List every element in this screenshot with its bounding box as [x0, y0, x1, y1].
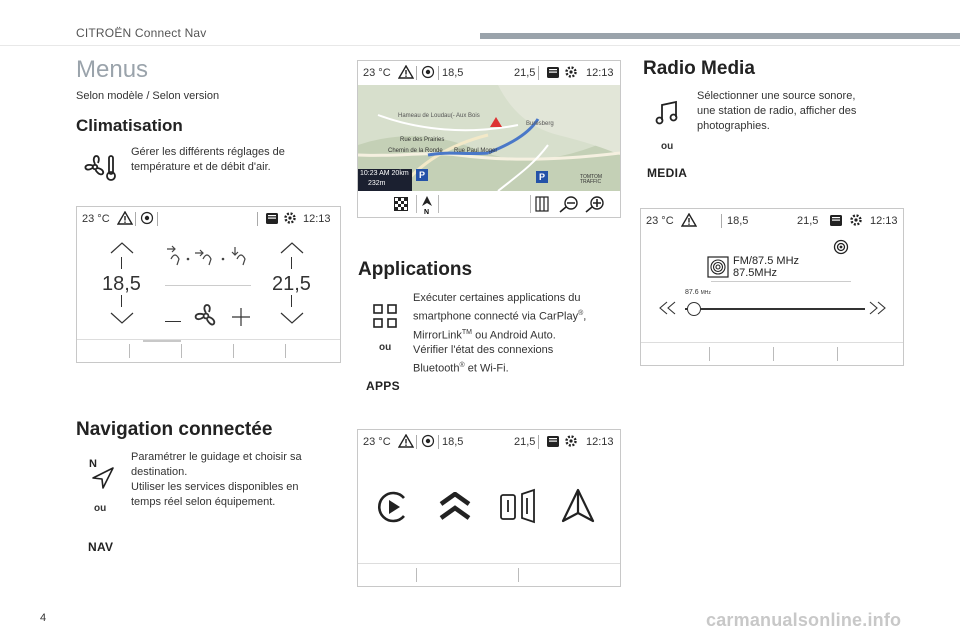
navigation-screen	[357, 60, 621, 218]
android-auto-icon[interactable]	[560, 488, 596, 524]
status-bar: 23 °C 18,5 21,5 12:13	[363, 67, 614, 79]
svg-text:N: N	[424, 209, 430, 215]
applications-description: Exécuter certaines applications du smartphone connecté via CarPlay®, MirrorLink™ ou Android Auto. Vérifier l'état des connexions Bluetooth® et Wi-Fi.	[413, 292, 587, 375]
right-temp-value: 21,5	[272, 273, 311, 295]
station-icon	[707, 256, 729, 278]
warning-icon	[398, 65, 414, 79]
right-temp-down-icon[interactable]	[277, 311, 307, 325]
frequency-slider[interactable]	[685, 308, 865, 310]
settings-icon	[564, 434, 578, 448]
right-temp-up-icon[interactable]	[277, 241, 307, 255]
music-note-icon	[654, 100, 680, 126]
status-bar: 23 °C 18,5 21,5 12:13	[646, 215, 898, 227]
traffic-logo: TOMTOM TRAFFIC	[580, 174, 603, 185]
page-subtitle: Selon modèle / Selon version	[76, 90, 220, 102]
left-temp-down-icon[interactable]	[107, 311, 137, 325]
nav-mode-label: NAV	[88, 540, 114, 554]
radio-title: Radio Media	[643, 58, 755, 79]
seek-back-icon[interactable]	[657, 301, 679, 315]
phone-icon	[265, 212, 279, 225]
frequency-readout: 87.6 MHz	[685, 289, 711, 296]
header-bar	[480, 33, 960, 39]
zoom-in-icon[interactable]	[584, 195, 606, 213]
radio-screen	[640, 208, 904, 366]
map-view[interactable]: Hameau de Loudau(- Aux Bois Buresberg Rue des Prairies Chemin de la Ronde Rue Paul Moger P P 10:23 AM 20km 232m TOMTOM TRAFFIC	[358, 85, 620, 191]
status-bar	[77, 207, 340, 231]
page-title: Menus	[76, 56, 149, 83]
connection-icon	[421, 65, 435, 79]
north-arrow-icon[interactable]	[420, 195, 434, 215]
clock: 12:13	[303, 213, 331, 225]
radio-description: Sélectionner une source sonore, une station de radio, afficher des photographies.	[697, 90, 857, 132]
apps-or-label: ou	[379, 342, 392, 353]
phone-icon	[546, 66, 560, 79]
station-name: FM/87.5 MHz 87.5MHz	[733, 255, 800, 279]
warning-icon	[398, 434, 414, 448]
warning-icon	[681, 213, 697, 227]
guidance-panel: 10:23 AM 20km 232m	[358, 169, 412, 191]
warning-icon	[117, 211, 133, 225]
navigation-title: Navigation connectée	[76, 419, 273, 440]
brand-header: CITROËN Connect Nav	[76, 26, 207, 40]
map-layers-icon[interactable]	[534, 195, 550, 213]
parking-icon: P	[416, 169, 428, 181]
carplay-icon[interactable]	[376, 490, 410, 524]
air-distribution-icons[interactable]	[165, 245, 255, 269]
zoom-out-icon[interactable]	[558, 195, 580, 213]
radio-or-label: ou	[661, 141, 674, 152]
radio-mode-label: MEDIA	[647, 166, 688, 180]
left-temp-value: 18,5	[102, 273, 141, 295]
apps-mode-label: APPS	[366, 379, 400, 393]
settings-icon	[564, 65, 578, 79]
phone-icon	[546, 435, 560, 448]
citroen-apps-icon[interactable]	[438, 492, 472, 522]
phone-icon	[829, 214, 843, 227]
mirrorlink-icon[interactable]	[498, 488, 538, 524]
climate-title: Climatisation	[76, 116, 183, 135]
destination-flag-icon[interactable]	[394, 197, 408, 211]
navigation-description: Paramétrer le guidage et choisir sa destination. Utiliser les services disponibles en temps réel selon équipement.	[131, 451, 302, 508]
fan-speed-icon	[191, 301, 221, 331]
frequency-slider-knob[interactable]	[687, 302, 701, 316]
map-toolbar	[358, 191, 620, 217]
climate-description: Gérer les différents réglages de température et de débit d'air.	[131, 146, 285, 173]
settings-icon	[283, 211, 297, 225]
connection-icon	[421, 434, 435, 448]
climate-fan-icon	[80, 150, 120, 184]
fan-plus-icon[interactable]	[231, 307, 251, 327]
fan-minus-icon[interactable]	[165, 321, 181, 322]
seek-forward-icon[interactable]	[866, 301, 888, 315]
parking-icon: P	[536, 171, 548, 183]
position-marker	[490, 117, 502, 127]
climate-screen	[76, 206, 341, 363]
applications-title: Applications	[358, 259, 473, 280]
settings-icon	[849, 213, 863, 227]
connection-icon	[140, 211, 154, 225]
apps-grid-icon	[372, 303, 398, 329]
nav-or-label: ou	[94, 503, 107, 514]
applications-screen	[357, 429, 621, 587]
radio-source-icon[interactable]	[833, 239, 849, 255]
left-temp-up-icon[interactable]	[107, 241, 137, 255]
page-number: 4	[40, 612, 47, 624]
header-divider	[0, 45, 960, 46]
watermark: carmanualsonline.info	[706, 610, 902, 630]
status-bar: 23 °C 18,5 21,5 12:13	[363, 436, 614, 448]
outside-temp: 23 °C	[82, 213, 110, 225]
